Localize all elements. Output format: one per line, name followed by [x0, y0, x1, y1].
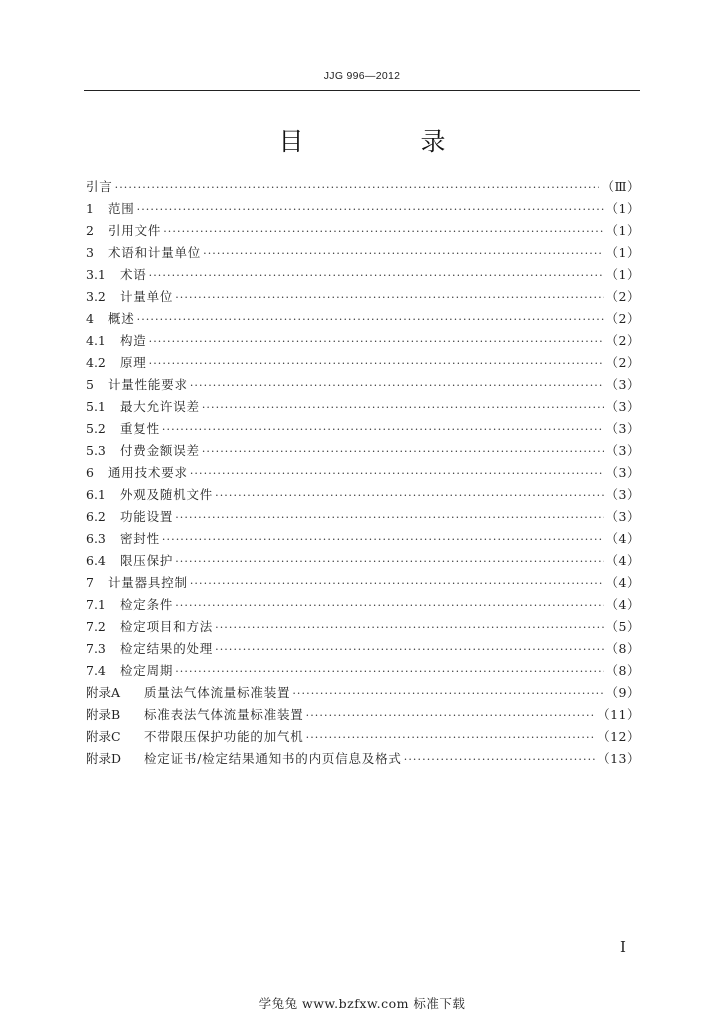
- toc-entry-label: 付费金额误差: [120, 443, 200, 458]
- toc-entry-label: 范围: [108, 201, 135, 216]
- toc-entry-label: 检定周期: [120, 663, 174, 678]
- toc-entry-number: 6.4: [86, 553, 106, 568]
- toc-entry-number: 7.2: [86, 619, 106, 634]
- toc-leader-dots: [190, 463, 604, 485]
- toc-entry-number: 7.4: [86, 663, 106, 678]
- toc-entry-number: 附录A: [86, 685, 121, 700]
- toc-leader-dots: [162, 419, 604, 441]
- toc-entry[interactable]: [86, 352, 640, 374]
- toc-entry-page: （11）: [597, 707, 640, 722]
- toc-entry[interactable]: [86, 726, 640, 748]
- toc-entry-label: 不带限压保护功能的加气机: [144, 729, 304, 744]
- toc-entry-number: 3: [86, 245, 94, 260]
- toc-leader-dots: [202, 397, 604, 419]
- table-of-contents: [86, 176, 640, 770]
- toc-entry[interactable]: [86, 484, 640, 506]
- toc-entry[interactable]: [86, 616, 640, 638]
- toc-entry[interactable]: [86, 462, 640, 484]
- toc-entry-number: 7.3: [86, 641, 106, 656]
- toc-entry-page: （4）: [605, 575, 640, 590]
- toc-leader-dots: [163, 221, 603, 243]
- toc-entry[interactable]: [86, 704, 640, 726]
- toc-leader-dots: [203, 243, 603, 265]
- toc-entry-number: 6: [86, 465, 94, 480]
- toc-leader-dots: [202, 441, 604, 463]
- toc-leader-dots: [292, 683, 603, 705]
- toc-entry-page: （4）: [605, 531, 640, 546]
- toc-entry-number: 3.2: [86, 289, 106, 304]
- toc-entry-number: 7: [86, 575, 94, 590]
- toc-leader-dots: [215, 639, 603, 661]
- toc-entry[interactable]: [86, 286, 640, 308]
- toc-entry-page: （9）: [605, 685, 640, 700]
- toc-entry[interactable]: [86, 308, 640, 330]
- toc-entry[interactable]: [86, 242, 640, 264]
- toc-entry-number: 5.1: [86, 399, 106, 414]
- toc-entry-number: 3.1: [86, 267, 106, 282]
- toc-leader-dots: [175, 661, 603, 683]
- toc-leader-dots: [215, 617, 603, 639]
- toc-entry[interactable]: [86, 396, 640, 418]
- toc-entry-label: 检定条件: [120, 597, 174, 612]
- toc-leader-dots: [137, 199, 604, 221]
- toc-leader-dots: [175, 287, 603, 309]
- toc-leader-dots: [149, 353, 604, 375]
- toc-entry-page: （4）: [605, 553, 640, 568]
- toc-leader-dots: [162, 529, 604, 551]
- toc-leader-dots: [115, 177, 600, 199]
- toc-entry-page: （12）: [597, 729, 640, 744]
- toc-entry-page: （1）: [605, 223, 640, 238]
- toc-leader-dots: [149, 331, 604, 353]
- toc-entry-page: （3）: [605, 509, 640, 524]
- toc-entry-page: （3）: [605, 465, 640, 480]
- toc-entry-label: 检定证书/检定结果通知书的内页信息及格式: [144, 751, 402, 766]
- toc-entry-number: 4.2: [86, 355, 106, 370]
- toc-leader-dots: [306, 705, 595, 727]
- toc-entry-page: （2）: [605, 289, 640, 304]
- toc-entry-number: 5: [86, 377, 94, 392]
- toc-leader-dots: [190, 573, 604, 595]
- toc-entry-label: 标准表法气体流量标准装置: [144, 707, 304, 722]
- document-code-header: JJG 996—2012: [323, 70, 401, 82]
- toc-entry[interactable]: [86, 638, 640, 660]
- toc-entry-page: （3）: [605, 399, 640, 414]
- watermark-footer: 学兔兔 www.bzfxw.com 标准下载: [258, 996, 466, 1011]
- toc-entry-number: 7.1: [86, 597, 106, 612]
- toc-entry-label: 功能设置: [120, 509, 174, 524]
- toc-entry-page: （8）: [605, 641, 640, 656]
- toc-entry-label: 重复性: [120, 421, 160, 436]
- toc-entry-page: （13）: [597, 751, 640, 766]
- toc-entry-label: 通用技术要求: [108, 465, 188, 480]
- toc-entry[interactable]: [86, 506, 640, 528]
- toc-leader-dots: [175, 595, 603, 617]
- toc-entry-label: 构造: [120, 333, 147, 348]
- toc-entry[interactable]: [86, 528, 640, 550]
- toc-leader-dots: [137, 309, 604, 331]
- toc-entry-number: 4: [86, 311, 94, 326]
- toc-entry[interactable]: [86, 440, 640, 462]
- toc-entry[interactable]: [86, 682, 640, 704]
- toc-entry-label: 原理: [120, 355, 147, 370]
- toc-entry-number: 5.2: [86, 421, 106, 436]
- toc-entry-label: 计量器具控制: [108, 575, 188, 590]
- toc-leader-dots: [215, 485, 603, 507]
- toc-entry-page: （8）: [605, 663, 640, 678]
- toc-entry-page: （1）: [605, 201, 640, 216]
- toc-leader-dots: [306, 727, 595, 749]
- toc-entry[interactable]: [86, 594, 640, 616]
- toc-entry-label: 密封性: [120, 531, 160, 546]
- toc-entry-page: （1）: [605, 267, 640, 282]
- toc-entry-page: （3）: [605, 443, 640, 458]
- toc-entry-label: 引用文件: [108, 223, 162, 238]
- toc-entry-label: 检定结果的处理: [120, 641, 214, 656]
- toc-entry[interactable]: [86, 550, 640, 572]
- toc-entry-label: 检定项目和方法: [120, 619, 214, 634]
- toc-entry-label: 最大允许误差: [120, 399, 200, 414]
- toc-entry-page: （1）: [605, 245, 640, 260]
- toc-entry-number: 6.2: [86, 509, 106, 524]
- toc-entry-number: 附录B: [86, 707, 121, 722]
- toc-entry[interactable]: [86, 176, 640, 198]
- toc-entry-label: 外观及随机文件: [120, 487, 214, 502]
- toc-entry-number: 6.1: [86, 487, 106, 502]
- toc-entry-number: 6.3: [86, 531, 106, 546]
- toc-entry-page: （2）: [605, 311, 640, 326]
- toc-entry-label: 术语: [120, 267, 147, 282]
- toc-entry[interactable]: [86, 374, 640, 396]
- page-folio: I: [620, 938, 626, 956]
- toc-leader-dots: [175, 551, 603, 573]
- toc-entry-label: 计量单位: [120, 289, 174, 304]
- toc-entry[interactable]: [86, 198, 640, 220]
- toc-leader-dots: [175, 507, 603, 529]
- toc-leader-dots: [190, 375, 604, 397]
- toc-entry-page: （3）: [605, 487, 640, 502]
- toc-entry-label: 概述: [108, 311, 135, 326]
- toc-entry-number: 附录D: [86, 751, 122, 766]
- toc-entry-label: 术语和计量单位: [108, 245, 202, 260]
- toc-entry-page: （4）: [605, 597, 640, 612]
- toc-entry-number: 5.3: [86, 443, 106, 458]
- toc-entry-page: （3）: [605, 421, 640, 436]
- toc-entry-label: 引言: [86, 179, 113, 194]
- toc-entry-number: 2: [86, 223, 94, 238]
- toc-entry-label: 质量法气体流量标准装置: [144, 685, 291, 700]
- toc-entry-label: 计量性能要求: [108, 377, 188, 392]
- toc-leader-dots: [404, 749, 595, 771]
- toc-entry-page: （3）: [605, 377, 640, 392]
- header-divider: [84, 90, 640, 91]
- toc-entry[interactable]: [86, 330, 640, 352]
- toc-entry[interactable]: [86, 572, 640, 594]
- toc-entry-page: （5）: [605, 619, 640, 634]
- toc-entry[interactable]: [86, 418, 640, 440]
- toc-entry-page: （2）: [605, 355, 640, 370]
- toc-title: 目 录: [278, 127, 492, 156]
- toc-entry[interactable]: [86, 220, 640, 242]
- toc-entry-number: 4.1: [86, 333, 106, 348]
- toc-entry-page: （Ⅲ）: [601, 179, 640, 194]
- toc-entry-page: （2）: [605, 333, 640, 348]
- toc-entry-number: 1: [86, 201, 94, 216]
- toc-leader-dots: [149, 265, 604, 287]
- toc-entry[interactable]: [86, 264, 640, 286]
- toc-entry-number: 附录C: [86, 729, 121, 744]
- toc-entry[interactable]: [86, 748, 640, 770]
- toc-entry[interactable]: [86, 660, 640, 682]
- toc-entry-label: 限压保护: [120, 553, 174, 568]
